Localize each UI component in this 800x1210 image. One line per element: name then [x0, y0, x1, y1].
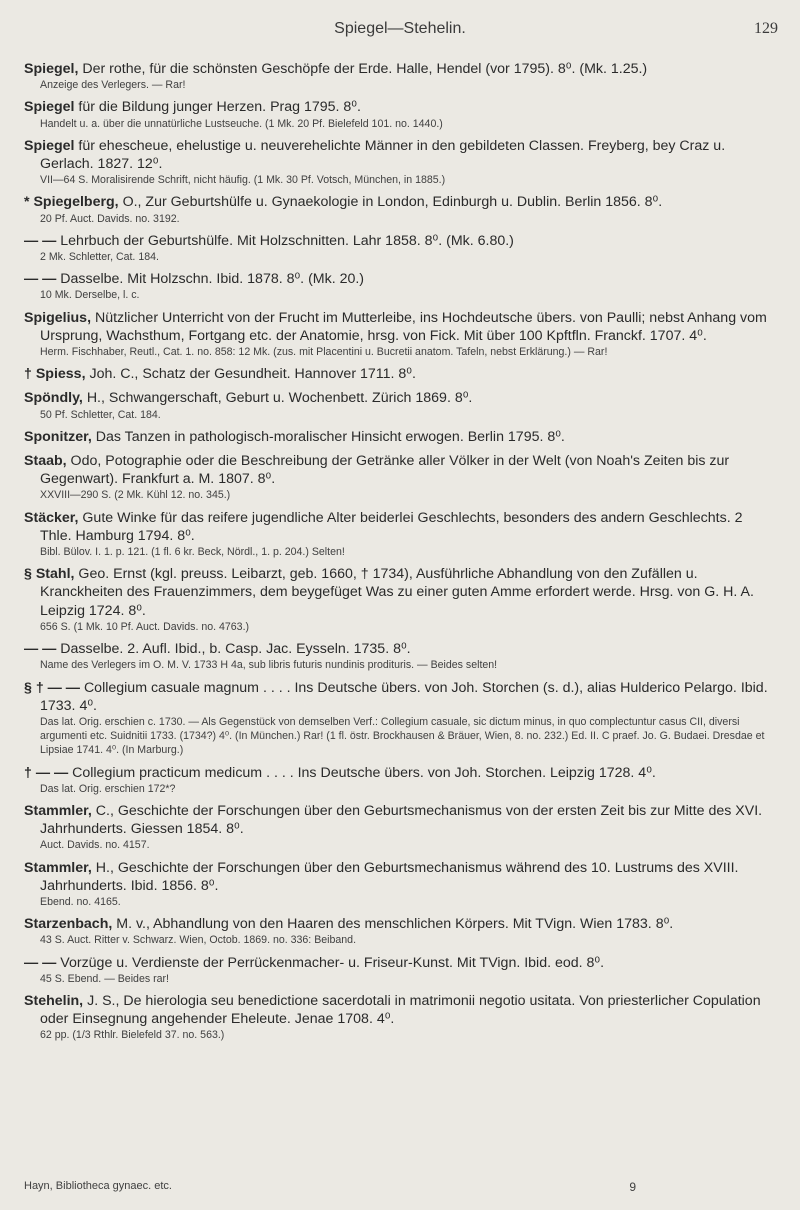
entry-main-text	[24, 60, 776, 78]
entry-main-text	[24, 98, 776, 116]
signature-number: 9	[629, 1180, 636, 1194]
bibliography-entry	[24, 764, 776, 796]
entry-note: 2 Mk. Schletter, Cat. 184.	[40, 251, 159, 264]
entry-description: Das Tanzen in pathologisch-moralischer Hinsicht erwogen. Berlin 1795. 8⁰.	[95, 428, 565, 445]
entry-note: Das lat. Orig. erschien 172*?	[40, 782, 176, 795]
entry-heading: Spiegel,	[24, 61, 79, 77]
bibliography-entry	[24, 509, 776, 560]
entry-description: M. v., Abhandlung von den Haaren des menschlichen Körpers. Mit TVign. Wien 1783. 8⁰.	[116, 916, 674, 933]
entry-heading: — —	[24, 232, 57, 249]
page-header	[0, 14, 800, 44]
entry-description: Dasselbe. 2. Aufl. Ibid., b. Casp. Jac. Eysseln. 1735. 8⁰.	[60, 641, 411, 658]
entry-heading: — —	[24, 271, 57, 288]
bibliography-entry	[24, 802, 776, 853]
bibliography-entry	[24, 98, 776, 130]
entry-heading: Staab,	[24, 453, 67, 470]
page-footer	[24, 1180, 776, 1200]
entry-main-text	[24, 859, 776, 895]
running-title: Spiegel—Stehelin.	[334, 20, 466, 37]
entry-main-text	[24, 679, 776, 715]
entry-main-text	[24, 389, 776, 407]
entry-note: Ebend. no. 4165.	[40, 895, 121, 908]
entry-main-text	[24, 232, 776, 250]
entry-heading: § Stahl,	[24, 566, 75, 583]
entry-heading: Spiegel	[24, 99, 75, 116]
entry-heading: Stäcker,	[24, 509, 79, 526]
entry-main-text	[24, 764, 776, 782]
entry-note: 10 Mk. Derselbe, l. c.	[40, 289, 140, 302]
bibliography-entry	[24, 309, 776, 360]
bibliography-entry	[24, 60, 776, 92]
entry-main-text	[24, 640, 776, 658]
entry-heading: Spöndly,	[24, 390, 83, 407]
entry-description: Odo, Potographie oder die Beschreibung der Getränke aller Völker in der Welt (von Noah's Zeiten bis zur Gegenwart). Frankfurt a. M. 1807. 8⁰.	[40, 453, 730, 488]
entry-note: 50 Pf. Schletter, Cat. 184.	[40, 408, 161, 421]
bibliography-entry	[24, 389, 776, 421]
entry-note: 62 pp. (1/3 Rthlr. Bielefeld 37. no. 563.)	[40, 1029, 225, 1042]
entry-main-text	[24, 270, 776, 288]
entry-description: C., Geschichte der Forschungen über den Geburtsmechanismus von der ersten Zeit bis zur Mitte des XVI. Jahrhunderts. Giessen 1854. 8⁰.	[40, 802, 763, 838]
bibliography-entry	[24, 859, 776, 910]
entry-note: 656 S. (1 Mk. 10 Pf. Auct. Davids. no. 4763.)	[40, 620, 250, 633]
entry-heading: Spiegel	[24, 137, 75, 154]
entry-note: Das lat. Orig. erschien c. 1730. — Als Gegenstück von demselben Verf.: Collegium casuale, sic dictum minus, in quo complectuntur casus CII, diversi argumenti etc. Suidnitii 1733. (1734?) 4⁰. (In München.) Rar! (1 fl. östr. Brockhausen & Bräuer, Wien, 8. no. 232.) Ed. II. C praef. Jo. G. Budaei. Dresdae et Lipsiae 1741. 4⁰. (In Marburg.)	[40, 715, 765, 757]
entry-description: für ehescheue, ehelustige u. neuverehelichte Männer in den gebildeten Classen. Freyberg, bey Craz u. Gerlach. 1827. 12⁰.	[40, 137, 726, 173]
entry-heading: Spigelius,	[24, 309, 92, 326]
entry-note: Herm. Fischhaber, Reutl., Cat. 1. no. 858: 12 Mk. (zus. mit Placentini u. Bucretii anatom. Tafeln, nebst Erklärung.) — Rar!	[40, 346, 608, 359]
entry-main-text	[24, 992, 776, 1028]
entry-heading: § † — —	[24, 679, 80, 696]
entry-note: Handelt u. a. über die unnatürliche Lustseuche. (1 Mk. 20 Pf. Bielefeld 101. no. 1440.)	[40, 117, 443, 130]
entry-description: O., Zur Geburtshülfe u. Gynaekologie in London, Edinburgh u. Dublin. Berlin 1856. 8⁰.	[122, 194, 663, 211]
entry-note: XXVIII—290 S. (2 Mk. Kühl 12. no. 345.)	[40, 489, 231, 502]
entry-note: 45 S. Ebend. — Beides rar!	[40, 972, 169, 985]
entry-note: 43 S. Auct. Ritter v. Schwarz. Wien, Octob. 1869. no. 336: Beiband.	[40, 934, 357, 947]
entry-heading: † Spiess,	[24, 366, 86, 383]
entry-heading: † — —	[24, 764, 69, 781]
entry-main-text	[24, 915, 776, 933]
entry-description: für die Bildung junger Herzen. Prag 1795. 8⁰.	[78, 99, 361, 116]
bibliography-entry	[24, 915, 776, 947]
bibliography-entry	[24, 193, 776, 225]
entry-main-text	[24, 193, 776, 211]
bibliography-entry	[24, 565, 776, 634]
bibliography-entry	[24, 452, 776, 503]
entry-note: Bibl. Bülov. I. 1. p. 121. (1 fl. 6 kr. Beck, Nördl., 1. p. 204.) Selten!	[40, 546, 345, 559]
entry-heading: Stammler,	[24, 802, 92, 819]
bibliography-entry	[24, 679, 776, 758]
entry-description: Gute Winke für das reifere jugendliche Alter beiderlei Geschlechts, besonders des andern Geschlechts. 2 Thle. Hamburg 1794. 8⁰.	[40, 509, 743, 544]
entry-description: Nützlicher Unterricht von der Frucht im Mutterleibe, ins Hochdeutsche übers. von Paulli; nebst Anhang vom Ursprung, Wachsthum, Fortgang etc. der Anatomie, hrsg. von Fick. Mit über 100 Kpftfln. Franckf. 1707. 4⁰.	[40, 309, 767, 344]
bibliography-entry	[24, 270, 776, 302]
entry-main-text	[24, 802, 776, 838]
entry-description: H., Schwangerschaft, Geburt u. Wochenbett. Zürich 1869. 8⁰.	[86, 390, 473, 407]
bibliography-entry	[24, 428, 776, 446]
entry-description: Collegium practicum medicum . . . . Ins Deutsche übers. von Joh. Storchen. Leipzig 1728. 4⁰.	[72, 764, 656, 781]
entry-description: Dasselbe. Mit Holzschn. Ibid. 1878. 8⁰. (Mk. 20.)	[60, 271, 365, 288]
entry-description: Joh. C., Schatz der Gesundheit. Hannover 1711. 8⁰.	[89, 366, 416, 383]
bibliography-entry	[24, 365, 776, 383]
entry-heading: * Spiegelberg,	[24, 194, 119, 211]
entry-note: Anzeige des Verlegers. — Rar!	[40, 79, 186, 92]
entry-heading: — —	[24, 954, 57, 971]
entry-description: Der rothe, für die schönsten Geschöpfe der Erde. Halle, Hendel (vor 1795). 8⁰. (Mk. 1.25.)	[82, 61, 648, 77]
bibliography-entry	[24, 992, 776, 1043]
bibliography-entry	[24, 137, 776, 188]
entry-description: J. S., De hierologia seu benedictione sacerdotali in matrimonii negotio usitata. Von priesterlicher Copulation oder Einsegnung angehender Eheleute. Jenae 1708. 4⁰.	[40, 992, 761, 1028]
entry-main-text	[24, 137, 776, 173]
signature-line: Hayn, Bibliotheca gynaec. etc.	[24, 1180, 172, 1192]
bibliography-entry	[24, 954, 776, 986]
entry-main-text	[24, 954, 776, 972]
entry-description: H., Geschichte der Forschungen über den Geburtsmechanismus während des 10. Lustrums des XVIII. Jahrhunderts. Ibid. 1856. 8⁰.	[40, 859, 739, 894]
entry-heading: Stammler,	[24, 859, 92, 876]
entry-note: VII—64 S. Moralisirende Schrift, nicht häufig. (1 Mk. 30 Pf. Votsch, München, in 1885.)	[40, 174, 446, 187]
entry-main-text	[24, 309, 776, 345]
entry-description: Vorzüge u. Verdienste der Perrückenmacher- u. Friseur-Kunst. Mit TVign. Ibid. eod. 8⁰.	[60, 954, 605, 971]
bibliography-entry	[24, 640, 776, 672]
entry-main-text	[24, 365, 776, 383]
entry-description: Geo. Ernst (kgl. preuss. Leibarzt, geb. 1660, † 1734), Ausführliche Abhandlung von den Zufällen u. Kranckheiten des Frauenzimmers, dem beygefüget Was zu einer guten Amme erfordert werde. Hrsg. von G. H. A. Leipzig 1724. 8⁰.	[40, 566, 754, 619]
entry-main-text	[24, 565, 776, 620]
entry-main-text	[24, 509, 776, 545]
entry-description: Collegium casuale magnum . . . . Ins Deutsche übers. von Joh. Storchen (s. d.), alias Hulderico Pelargo. Ibid. 1733. 4⁰.	[40, 679, 768, 714]
entry-heading: Sponitzer,	[24, 428, 92, 445]
entry-heading: Stehelin,	[24, 992, 84, 1009]
entry-note: Auct. Davids. no. 4157.	[40, 839, 150, 852]
page-number: 129	[754, 20, 778, 37]
entry-heading: — —	[24, 641, 57, 658]
entry-description: Lehrbuch der Geburtshülfe. Mit Holzschnitten. Lahr 1858. 8⁰. (Mk. 6.80.)	[60, 232, 514, 249]
entry-note: 20 Pf. Auct. Davids. no. 3192.	[40, 212, 180, 225]
entry-note: Name des Verlegers im O. M. V. 1733 H 4a, sub libris futuris nundinis prodituris. — Beides selten!	[40, 659, 498, 672]
entry-main-text	[24, 452, 776, 488]
entry-main-text	[24, 428, 776, 446]
bibliography-entries	[24, 60, 776, 1049]
entry-heading: Starzenbach,	[24, 916, 113, 933]
bibliography-entry	[24, 232, 776, 264]
